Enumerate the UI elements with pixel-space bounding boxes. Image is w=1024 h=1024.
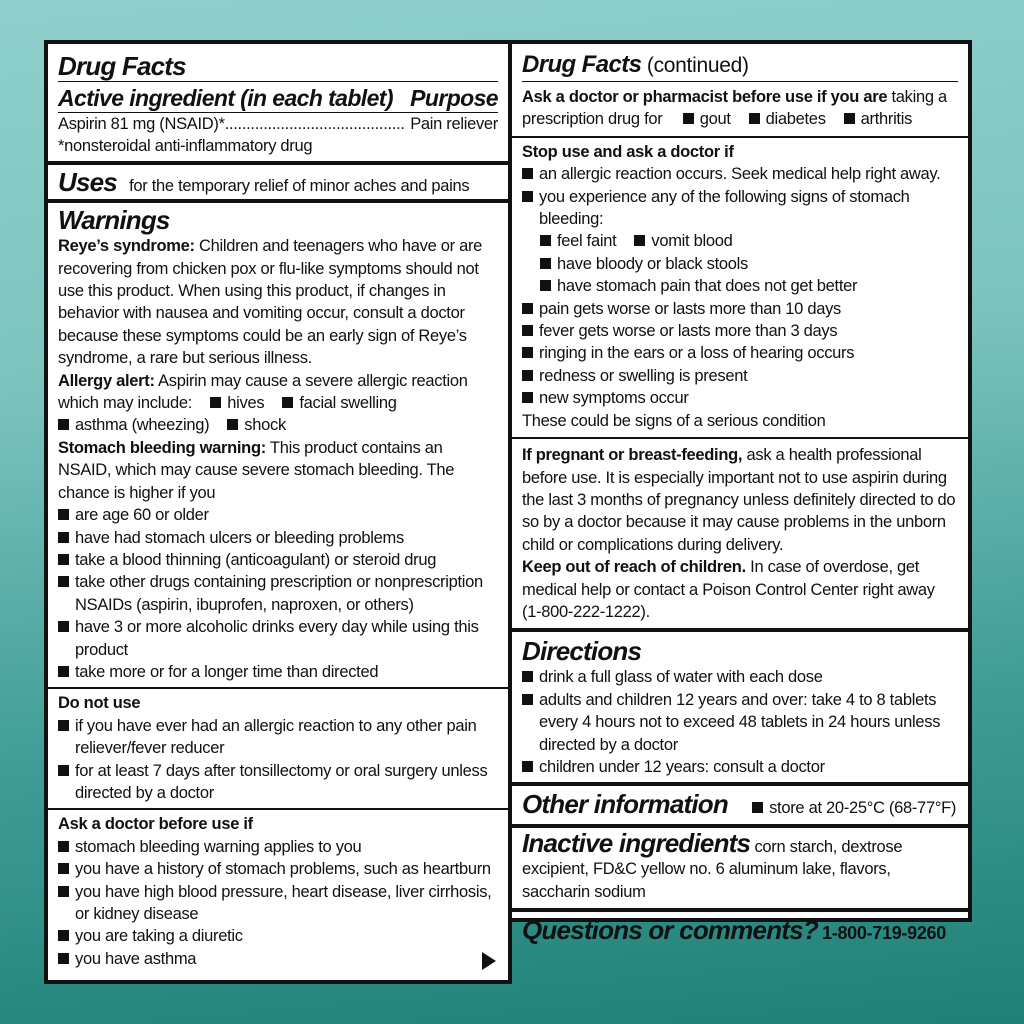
continued-title-main: Drug Facts <box>522 51 642 78</box>
pregnancy-paragraph: If pregnant or breast-feeding, ask a health professional before use. It is especially important not to use aspirin during the last 3 months of pregnancy unless definitely directed to do so by a doctor because it may cause problems in the unborn child or complications during delivery. <box>522 446 956 554</box>
list-item: you are taking a diuretic <box>58 925 498 947</box>
bullet-square-icon <box>522 392 533 403</box>
ask-pharmacist-section <box>512 82 968 136</box>
bullet-square-icon <box>540 280 551 291</box>
bullet-square-icon <box>58 621 69 632</box>
warnings-heading: Warnings <box>58 205 170 236</box>
list-item: you experience any of the following signs of stomach bleeding: <box>522 186 958 231</box>
list-item: take more or for a longer time than directed <box>58 661 498 687</box>
bullet-square-icon <box>210 397 221 408</box>
active-ingredient-header <box>58 82 498 113</box>
sub-item: have stomach pain that does not get better <box>522 275 958 297</box>
drug-facts-panel-right <box>508 40 972 945</box>
bleeding-text: This product contains an NSAID, which may cause severe stomach bleeding. The chance is higher if you <box>58 438 455 502</box>
reyes-text: Children and teenagers who have or are recovering from chicken pox or flu-like symptoms should not use this product. When using this product, if changes in behavior with nausea and vomiting occur, consult a doctor because these symptoms could be an early sign of Reye’s syndrome, a rare but serious illness. <box>58 237 483 368</box>
list-item: take a blood thinning (anticoagulant) or steroid drug <box>58 549 498 571</box>
continued-title-suffix: (continued) <box>641 54 749 77</box>
bullet-square-icon <box>522 347 533 358</box>
purpose-value: Pain reliever <box>410 115 498 133</box>
bullet-square-icon <box>522 303 533 314</box>
list-item: stomach bleeding warning applies to you <box>58 836 498 858</box>
drug-facts-title: Drug Facts <box>58 51 498 82</box>
bullet-square-icon <box>522 191 533 202</box>
questions-heading: Questions or comments? <box>522 915 818 945</box>
bullet-square-icon <box>844 113 855 124</box>
list-item: new symptoms occur <box>522 387 958 409</box>
uses-heading: Uses <box>58 166 117 197</box>
list-item: fever gets worse or lasts more than 3 days <box>522 320 958 342</box>
reyes-label: Reye’s syndrome: <box>58 237 195 256</box>
stop-use-closing: These could be signs of a serious condition <box>522 411 826 430</box>
sub-item: have bloody or black stools <box>540 255 748 273</box>
bullet-square-icon <box>58 841 69 852</box>
bullet-square-icon <box>540 235 551 246</box>
do-not-use-heading: Do not use <box>58 694 141 713</box>
bullet-square-icon <box>522 370 533 381</box>
active-ingredient-line: Aspirin 81 mg (NSAID)*.......................................... <box>58 115 405 133</box>
drug-facts-title-block <box>48 44 508 161</box>
bullet-square-icon <box>58 509 69 520</box>
bullet-square-icon <box>58 886 69 897</box>
bullet-square-icon <box>522 694 533 705</box>
ask-pharmacist-paragraph: Ask a doctor or pharmacist before use if you are taking a prescription drug for gout diabetes arthritis <box>522 88 947 129</box>
ask-doctor-heading: Ask a doctor before use if <box>58 815 253 834</box>
condition-item: diabetes <box>749 110 826 128</box>
bullet-square-icon <box>749 113 760 124</box>
ask-pharmacist-label: Ask a doctor or pharmacist before use if you are <box>522 88 888 106</box>
list-item: are age 60 or older <box>58 504 498 526</box>
directions-heading: Directions <box>522 636 642 667</box>
bullet-square-icon <box>58 765 69 776</box>
bullet-square-icon <box>522 671 533 682</box>
allergy-item: shock <box>227 416 286 434</box>
bullet-square-icon <box>540 258 551 269</box>
bullet-square-icon <box>683 113 694 124</box>
nsaid-footnote: *nonsteroidal anti-inflammatory drug <box>58 137 313 156</box>
bleeding-label: Stomach bleeding warning: <box>58 438 266 457</box>
list-item: if you have ever had an allergic reaction to any other pain reliever/fever reducer <box>58 715 498 760</box>
bullet-square-icon <box>282 397 293 408</box>
condition-item: arthritis <box>844 110 912 128</box>
stop-use-section <box>512 136 968 437</box>
list-item: have 3 or more alcoholic drinks every day while using this product <box>58 616 498 661</box>
keep-out-label: Keep out of reach of children. <box>522 558 746 577</box>
do-not-use-section <box>48 687 508 808</box>
bullet-square-icon <box>58 419 69 430</box>
list-item: redness or swelling is present <box>522 365 958 387</box>
list-item: you have a history of stomach problems, such as heartburn <box>58 858 498 880</box>
pregnancy-section <box>512 437 968 628</box>
other-information-section <box>512 782 968 823</box>
bleeding-signs-row <box>522 230 958 275</box>
bullet-square-icon <box>58 863 69 874</box>
continued-title-block <box>512 44 968 82</box>
bullet-square-icon <box>58 953 69 964</box>
list-item: take other drugs containing prescription or nonprescription NSAIDs (aspirin, ibuprofen, naproxen, or others) <box>58 571 498 616</box>
bullet-square-icon <box>58 720 69 731</box>
list-item: pain gets worse or lasts more than 10 days <box>522 298 958 320</box>
list-item: an allergic reaction occurs. Seek medical help right away. <box>522 163 958 185</box>
continue-arrow-icon <box>482 952 496 970</box>
bullet-square-icon <box>58 576 69 587</box>
warnings-section <box>48 199 508 687</box>
bullet-square-icon <box>58 532 69 543</box>
list-item: drink a full glass of water with each dose <box>522 666 958 688</box>
stop-use-heading: Stop use and ask a doctor if <box>522 142 734 161</box>
questions-phone: 1-800-719-9260 <box>822 923 946 943</box>
allergy-items-row <box>58 414 498 436</box>
continued-title <box>522 51 958 82</box>
allergy-item: asthma (wheezing) <box>58 416 209 434</box>
list-item: adults and children 12 years and over: take 4 to 8 tablets every 4 hours not to exceed 48 tablets in 24 hours unless directed by a doctor <box>522 689 958 756</box>
drug-facts-panel-left <box>44 40 512 984</box>
keep-out-paragraph: Keep out of reach of children. In case of overdose, get medical help or contact a Poison Control Center right away (1-800-222-1222). <box>522 558 935 621</box>
allergy-item: hives <box>210 394 264 412</box>
active-ingredient-heading: Active ingredient (in each tablet) <box>58 85 393 111</box>
directions-section <box>512 628 968 782</box>
list-item: ringing in the ears or a loss of hearing occurs <box>522 342 958 364</box>
allergy-paragraph <box>58 370 498 415</box>
list-item: children under 12 years: consult a doctor <box>522 756 958 778</box>
list-item: have had stomach ulcers or bleeding problems <box>58 527 498 549</box>
questions-section <box>512 908 968 945</box>
purpose-heading: Purpose <box>410 85 498 111</box>
bullet-square-icon <box>522 761 533 772</box>
inactive-ingredients-heading: Inactive ingredients <box>522 827 751 858</box>
allergy-item: facial swelling <box>282 394 396 412</box>
reyes-paragraph <box>58 235 498 369</box>
bullet-square-icon <box>58 666 69 677</box>
allergy-text: Aspirin may cause a severe allergic reaction which may include: <box>58 371 468 413</box>
bullet-square-icon <box>227 419 238 430</box>
active-ingredient-row <box>58 113 498 135</box>
list-item: you have high blood pressure, heart disease, liver cirrhosis, or kidney disease <box>58 881 498 926</box>
uses-section <box>48 161 508 199</box>
list-item: you have asthma <box>58 948 498 970</box>
ask-doctor-section <box>48 808 508 970</box>
inactive-ingredients-section <box>512 824 968 908</box>
bullet-square-icon <box>58 554 69 565</box>
bullet-square-icon <box>58 930 69 941</box>
bullet-square-icon <box>522 168 533 179</box>
uses-text: for the temporary relief of minor aches and pains <box>129 176 470 195</box>
bullet-square-icon <box>752 802 763 813</box>
bullet-square-icon <box>522 325 533 336</box>
allergy-label: Allergy alert: <box>58 371 155 390</box>
bullet-square-icon <box>634 235 645 246</box>
sub-item: feel faint <box>540 232 616 250</box>
bleeding-paragraph <box>58 437 498 504</box>
other-information-item: store at 20-25°C (68-77°F) <box>752 799 956 817</box>
other-information-heading: Other information <box>522 789 728 820</box>
pregnancy-label: If pregnant or breast-feeding, <box>522 446 743 465</box>
inactive-ingredients-paragraph: Inactive ingredients corn starch, dextrose excipient, FD&C yellow no. 6 aluminum lake, flavors, saccharin sodium <box>522 827 903 901</box>
list-item: for at least 7 days after tonsillectomy or oral surgery unless directed by a doctor <box>58 760 498 805</box>
condition-item: gout <box>683 110 731 128</box>
sub-item: vomit blood <box>634 232 732 250</box>
